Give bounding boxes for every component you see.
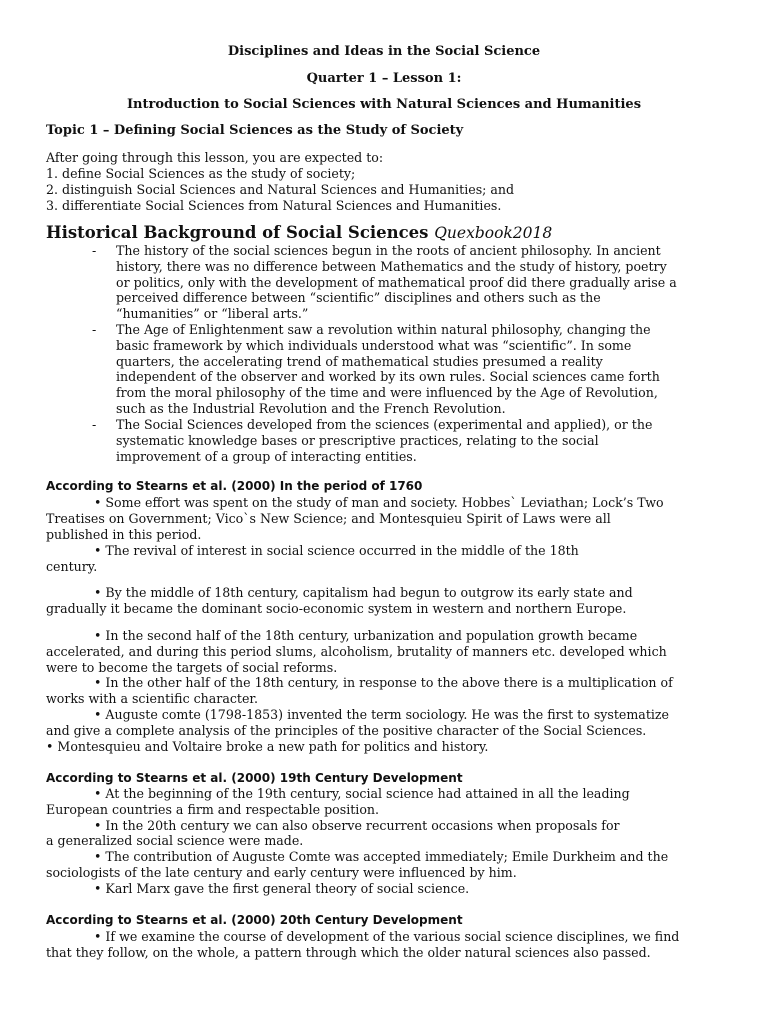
text-line: • In the 20th century we can also observe recurrent occasions when proposals for — [94, 817, 620, 833]
watermark-text: Quexbook2018 — [434, 224, 553, 242]
historical-heading — [46, 223, 552, 242]
text-line: • The revival of interest in social science occurred in the middle of the 18th — [94, 543, 579, 558]
text-line: century. — [46, 558, 98, 574]
text-line: • In the second half of the 18th century, urbanization and population growth became — [94, 628, 638, 643]
bullet-line: systematic knowledge bases or prescriptive practices, relating to the social — [116, 432, 599, 448]
text-line: Treatises on Government; Vico`s New Science; and Montesquieu Spirit of Laws were all — [46, 510, 611, 526]
lesson-label: Quarter 1 – Lesson 1: — [306, 71, 462, 86]
text-line: European countries a firm and respectable position. — [46, 801, 380, 817]
section-heading-1760: According to Stearns et al. (2000) In the period of 1760 — [46, 479, 423, 493]
text-line: sociologists of the late century and early century were influenced by him. — [46, 864, 517, 880]
text-line: were to become the targets of social reforms. — [46, 659, 338, 675]
paragraph — [46, 929, 679, 961]
bullet-line: “humanities” or “liberal arts.” — [116, 306, 309, 322]
bullet-line: perceived difference between “scientific” disciplines and others such as the — [116, 290, 601, 306]
paragraph — [46, 786, 668, 897]
text-line: • In the other half of the 18th century, in response to the above there is a multiplication of — [94, 675, 673, 691]
topic-heading: Topic 1 – Defining Social Sciences as the Study of Society — [46, 123, 464, 138]
bullet-line: The Social Sciences developed from the sciences (experimental and applied), or the — [116, 417, 653, 432]
paragraph — [46, 543, 579, 575]
bullet-line: The Age of Enlightenment saw a revolution within natural philosophy, changing the — [116, 322, 651, 337]
section-heading-19th: According to Stearns et al. (2000) 19th Century Development — [46, 771, 463, 785]
text-line: • Some effort was spent on the study of man and society. Hobbes` Leviathan; Lock’s Two — [94, 495, 664, 510]
objective-item: 1. define Social Sciences as the study of society; — [46, 166, 356, 181]
objectives-intro: After going through this lesson, you are expected to: — [46, 150, 384, 165]
bullet-line: quarters, the accelerating trend of mathematical studies presumed a reality — [116, 353, 603, 369]
bullet-line: such as the Industrial Revolution and the French Revolution. — [116, 400, 506, 416]
lesson-title: Introduction to Social Sciences with Natural Sciences and Humanities — [126, 97, 642, 112]
bullet-line: The history of the social sciences begun in the roots of ancient philosophy. In ancient — [116, 243, 661, 258]
dash-marker: - — [92, 322, 97, 337]
text-line: and give a complete analysis of the principles of the positive character of the Social Sciences. — [46, 722, 647, 738]
dash-marker: - — [92, 417, 97, 432]
text-line: • Auguste comte (1798-1853) invented the term sociology. He was the first to systematize — [94, 706, 669, 722]
bullet-line: or politics, only with the development of mathematical proof did there gradually arise a — [116, 274, 677, 290]
text-line: • By the middle of 18th century, capitalism had begun to outgrow its early state and — [94, 585, 633, 600]
objective-item: 2. distinguish Social Sciences and Natural Sciences and Humanities; and — [46, 182, 515, 197]
course-title: Disciplines and Ideas in the Social Science — [227, 44, 541, 59]
text-line: accelerated, and during this period slums, alcoholism, brutality of manners etc. developed which — [46, 643, 667, 659]
section-heading-20th: According to Stearns et al. (2000) 20th Century Development — [46, 913, 463, 927]
paragraph — [46, 628, 673, 754]
text-line: • The contribution of Auguste Comte was accepted immediately; Emile Durkheim and the — [94, 849, 669, 865]
text-line: • If we examine the course of development of the various social science disciplines, we find — [94, 929, 680, 944]
text-line: a generalized social science were made. — [46, 833, 304, 849]
paragraph — [46, 495, 664, 542]
objectives — [46, 150, 514, 214]
historical-heading-text: Historical Background of Social Sciences — [46, 223, 429, 242]
bullet-line: improvement of a group of interacting entities. — [116, 448, 417, 464]
bullet-line: from the moral philosophy of the time and were influenced by the Age of Revolution, — [116, 385, 658, 401]
text-line: • Karl Marx gave the first general theory of social science. — [94, 880, 470, 896]
text-line: • At the beginning of the 19th century, social science had attained in all the leading — [94, 786, 630, 801]
text-line: works with a scientific character. — [46, 691, 259, 707]
bullet-line: basic framework by which individuals understood what was “scientific”. In some — [116, 337, 632, 353]
paragraph — [46, 585, 633, 617]
bullet-line: independent of the observer and worked by its own rules. Social sciences came forth — [116, 369, 660, 385]
text-line: gradually it became the dominant socio-economic system in western and northern Europe. — [46, 600, 627, 616]
dash-marker: - — [92, 243, 97, 258]
text-line: • Montesquieu and Voltaire broke a new path for politics and history. — [46, 738, 489, 754]
objective-item: 3. differentiate Social Sciences from Natural Sciences and Humanities. — [46, 198, 502, 213]
text-line: published in this period. — [46, 526, 202, 542]
text-line: that they follow, on the whole, a pattern through which the older natural sciences also passed. — [46, 944, 651, 960]
bullet-line: history, there was no difference between Mathematics and the study of history, poetry — [116, 258, 667, 274]
